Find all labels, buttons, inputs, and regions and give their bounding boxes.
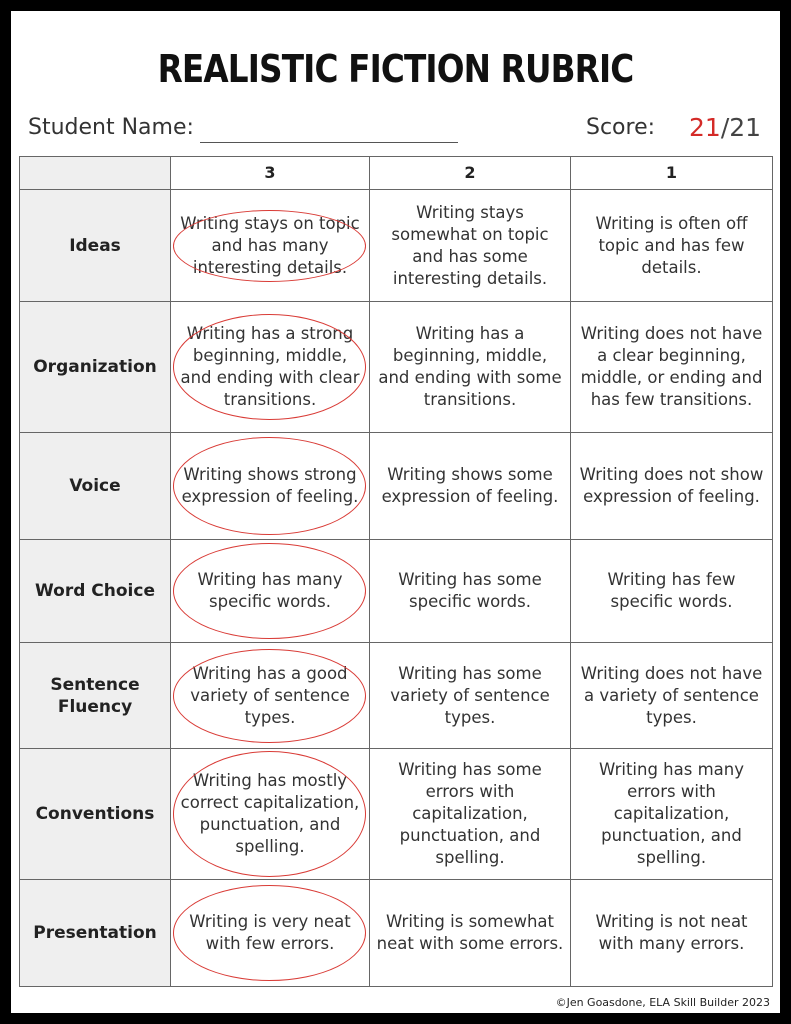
cell-conventions-1: Writing has many errors with capitalization, punctuation, and spelling. — [571, 749, 773, 880]
table-row — [20, 433, 773, 540]
cell-presentation-1: Writing is not neat with many errors. — [571, 880, 773, 987]
table-row — [20, 749, 773, 880]
page-title: REALISTIC FICTION RUBRIC — [157, 47, 634, 91]
cell-sentence-fluency-3 — [171, 643, 370, 749]
copyright-footer: ©Jen Goasdone, ELA Skill Builder 2023 — [555, 996, 770, 1009]
cell-organization-3 — [171, 302, 370, 433]
cell-text: Writing has a strong beginning, middle, and ending with clear transitions. — [180, 324, 360, 409]
row-category-sentence-fluency: Sentence Fluency — [20, 643, 171, 749]
table-row — [20, 880, 773, 987]
rubric-table — [19, 156, 773, 987]
cell-text: Writing is very neat with few errors. — [189, 912, 351, 953]
score-total: /21 — [720, 113, 762, 142]
score-value — [689, 113, 761, 142]
table-row — [20, 190, 773, 302]
cell-presentation-2: Writing is somewhat neat with some errors. — [370, 880, 571, 987]
cell-text: Writing has a good variety of sentence types. — [190, 663, 350, 727]
cell-text: Writing has mostly correct capitalization, punctuation, and spelling. — [180, 771, 360, 856]
cell-text: Writing shows strong expression of feeling. — [181, 465, 359, 506]
cell-text: Writing has many specific words. — [197, 570, 343, 611]
row-category-presentation: Presentation — [20, 880, 171, 987]
selection-circle — [173, 885, 366, 981]
cell-voice-3 — [171, 433, 370, 540]
student-name-line — [200, 142, 458, 143]
cell-ideas-2: Writing stays somewhat on topic and has some interesting details. — [370, 190, 571, 302]
table-row — [20, 643, 773, 749]
cell-voice-2: Writing shows some expression of feeling. — [370, 433, 571, 540]
score-label: Score: — [586, 115, 656, 140]
row-category-organization: Organization — [20, 302, 171, 433]
cell-ideas-1: Writing is often off topic and has few details. — [571, 190, 773, 302]
selection-circle — [173, 437, 366, 535]
column-header-3: 3 — [171, 157, 370, 190]
row-category-conventions: Conventions — [20, 749, 171, 880]
student-score-row — [28, 113, 762, 149]
cell-conventions-3 — [171, 749, 370, 880]
cell-conventions-2: Writing has some errors with capitalization, punctuation, and spelling. — [370, 749, 571, 880]
cell-sentence-fluency-1: Writing does not have a variety of sentence types. — [571, 643, 773, 749]
header-corner — [20, 157, 171, 190]
column-header-2: 2 — [370, 157, 571, 190]
row-category-voice: Voice — [20, 433, 171, 540]
cell-organization-1: Writing does not have a clear beginning, middle, or ending and has few transitions. — [571, 302, 773, 433]
cell-ideas-3 — [171, 190, 370, 302]
row-category-word-choice: Word Choice — [20, 540, 171, 643]
cell-presentation-3 — [171, 880, 370, 987]
selection-circle — [173, 543, 366, 639]
header-row — [20, 157, 773, 190]
cell-word-choice-1: Writing has few specific words. — [571, 540, 773, 643]
column-header-1: 1 — [571, 157, 773, 190]
selection-circle — [173, 751, 366, 877]
rubric-page — [11, 11, 780, 1013]
cell-word-choice-3 — [171, 540, 370, 643]
table-row — [20, 540, 773, 643]
cell-sentence-fluency-2: Writing has some variety of sentence types. — [370, 643, 571, 749]
student-name-label: Student Name: — [28, 115, 194, 140]
cell-text: Writing stays on topic and has many interesting details. — [180, 213, 360, 277]
row-category-ideas: Ideas — [20, 190, 171, 302]
cell-organization-2: Writing has a beginning, middle, and ending with some transitions. — [370, 302, 571, 433]
score-earned: 21 — [689, 113, 721, 142]
table-row — [20, 302, 773, 433]
cell-voice-1: Writing does not show expression of feeling. — [571, 433, 773, 540]
cell-word-choice-2: Writing has some specific words. — [370, 540, 571, 643]
